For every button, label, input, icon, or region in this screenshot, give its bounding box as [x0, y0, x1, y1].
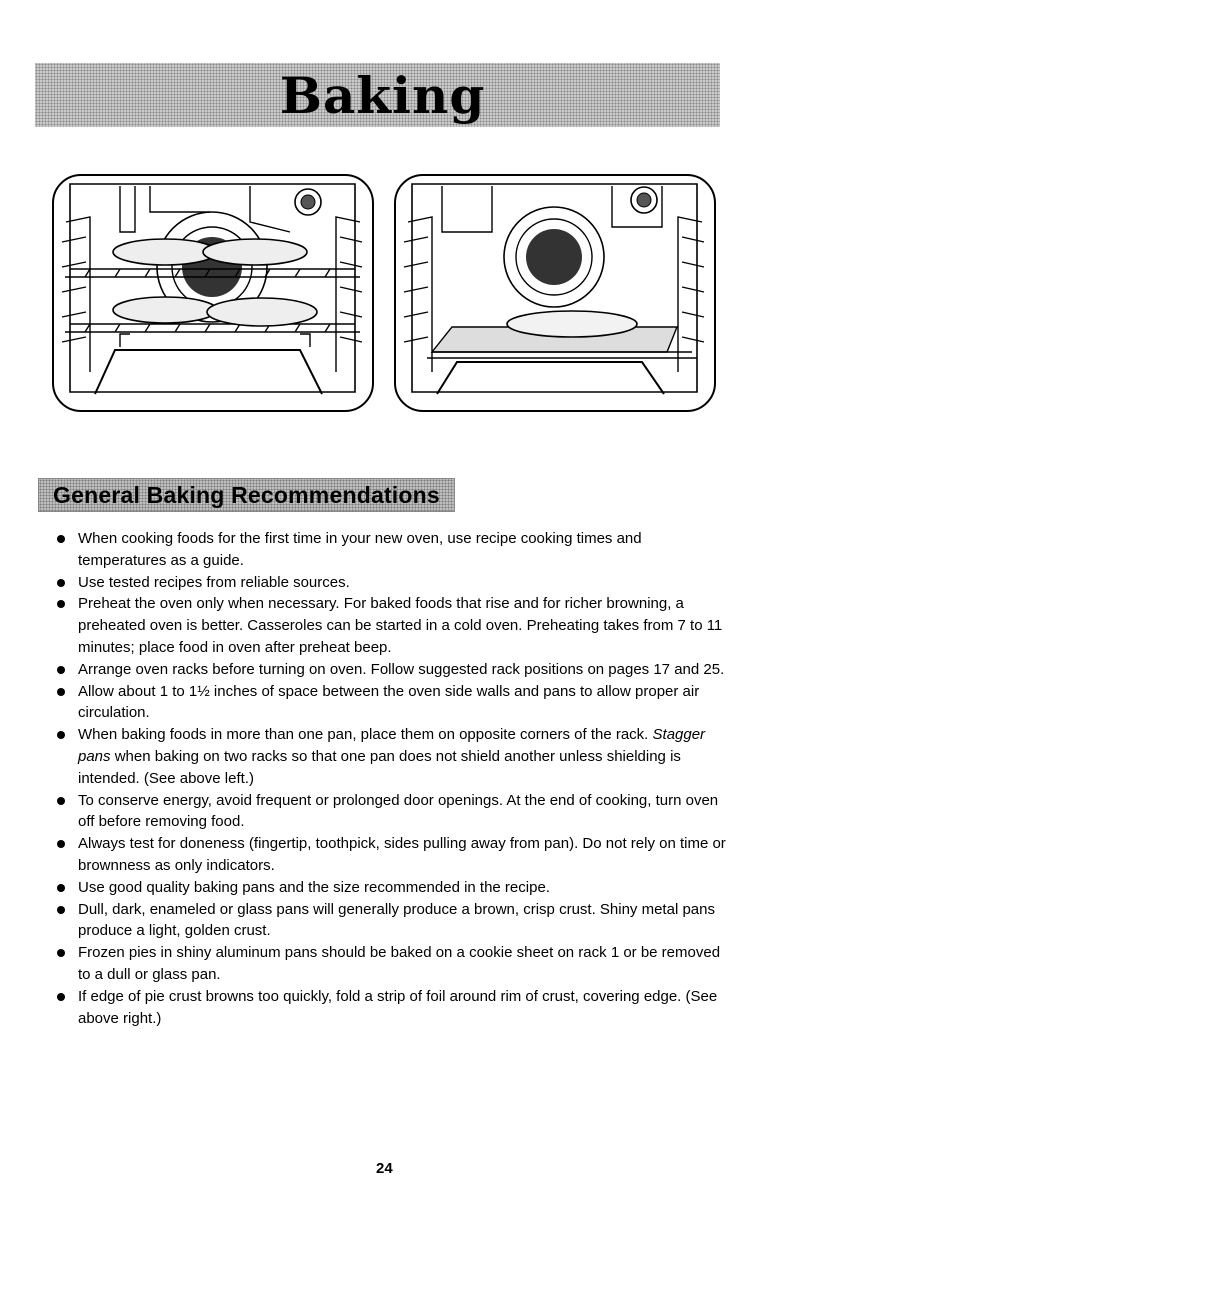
list-item: Preheat the oven only when necessary. For baked foods that rise and for richer browning, a preheated oven is better. Casseroles can be started in a cold oven. Preheating takes from 7 to 11 minutes; place food in oven after preheat beep.	[54, 593, 734, 658]
list-item: Always test for doneness (fingertip, toothpick, sides pulling away from pan). Do not rely on time or brownness as only indicators.	[54, 833, 734, 877]
list-item-text-after: when baking on two racks so that one pan does not shield another unless shielding is intended. (See above left.)	[78, 747, 681, 787]
page-title: Baking	[279, 65, 486, 125]
list-item-emphasis: Stagger pans	[78, 726, 706, 765]
list-item: If edge of pie crust browns too quickly, fold a strip of foil around rim of crust, covering edge. (See above right.)	[54, 986, 734, 1030]
list-item-text-before: When baking foods in more than one pan, place them on opposite corners of the rack.	[78, 726, 653, 744]
list-item: When cooking foods for the first time in your new oven, use recipe cooking times and temperatures as a guide.	[54, 528, 734, 572]
list-item	[54, 724, 734, 789]
list-item: Frozen pies in shiny aluminum pans should be baked on a cookie sheet on rack 1 or be removed to a dull or glass pan.	[54, 942, 734, 986]
list-item: To conserve energy, avoid frequent or prolonged door openings. At the end of cooking, turn oven off before removing food.	[54, 790, 734, 834]
list-item: Arrange oven racks before turning on oven. Follow suggested rack positions on pages 17 and 25.	[54, 659, 734, 681]
oven-pie-foil-rim-illustration	[392, 172, 718, 416]
list-item: Allow about 1 to 1½ inches of space between the oven side walls and pans to allow proper air circulation.	[54, 681, 734, 725]
list-item: Use good quality baking pans and the size recommended in the recipe.	[54, 877, 734, 899]
oven-two-racks-staggered-pans-illustration	[50, 172, 376, 416]
section-title: General Baking Recommendations	[53, 481, 440, 508]
section-tab	[38, 478, 455, 512]
page-number: 24	[376, 1160, 393, 1177]
recommendations-list	[54, 528, 734, 1029]
list-item: Use tested recipes from reliable sources.	[54, 572, 734, 594]
list-item: Dull, dark, enameled or glass pans will generally produce a brown, crisp crust. Shiny metal pans produce a light, golden crust.	[54, 899, 734, 943]
title-banner	[35, 63, 720, 127]
